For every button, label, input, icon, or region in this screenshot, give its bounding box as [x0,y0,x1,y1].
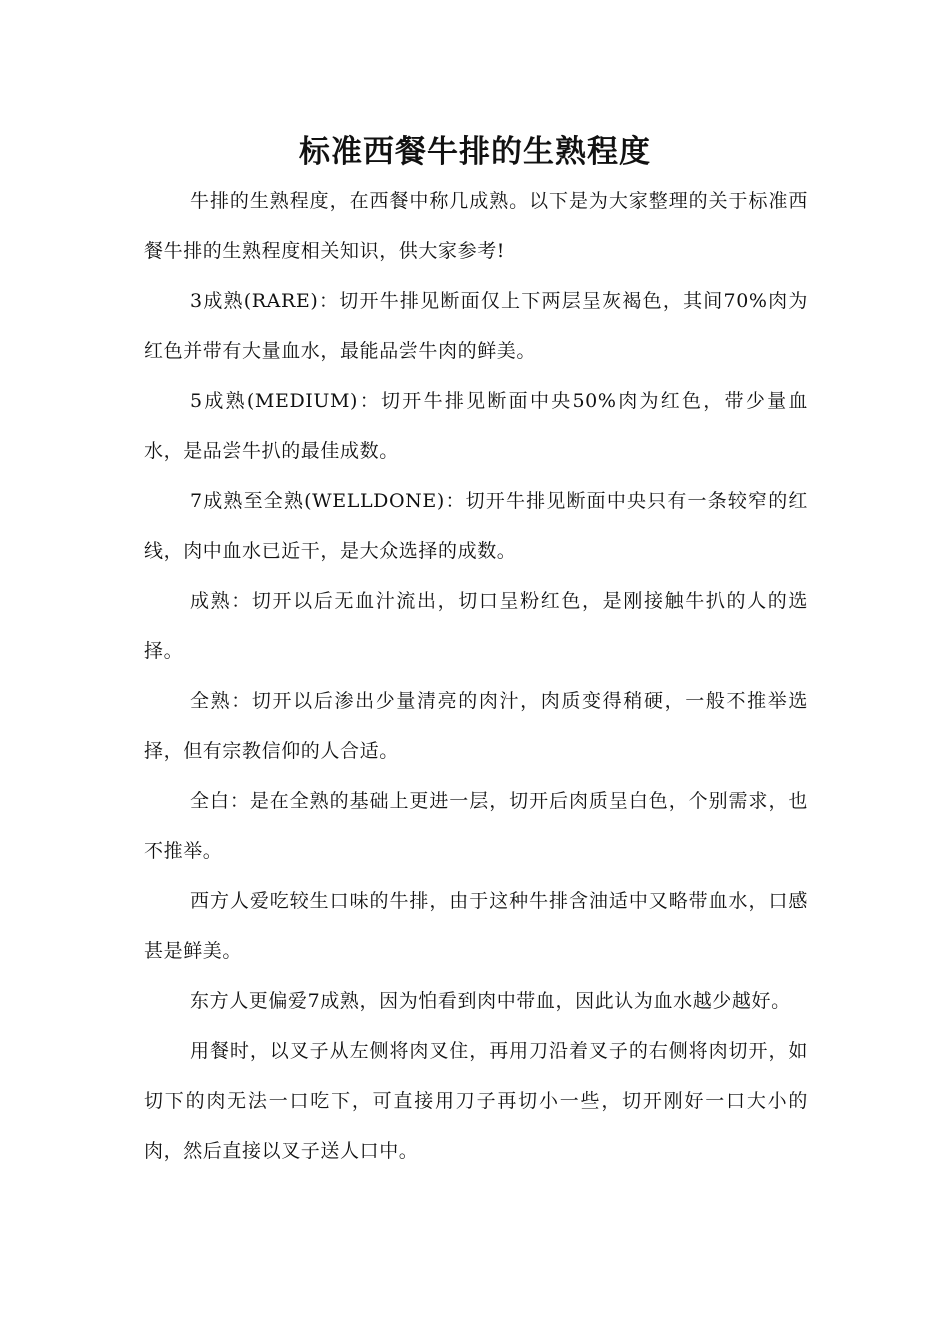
paragraph-done: 成熟：切开以后无血汁流出，切口呈粉红色，是刚接触牛扒的人的选择。 [144,590,808,662]
paragraph-western: 西方人爱吃较生口味的牛排，由于这种牛排含油适中又略带血水，口感甚是鲜美。 [144,890,808,962]
paragraph-fully-done: 全熟：切开以后渗出少量清亮的肉汁，肉质变得稍硬，一般不推举选择，但有宗教信仰的人合适。 [144,690,808,762]
paragraph-dining: 用餐时，以叉子从左侧将肉叉住，再用刀沿着叉子的右侧将肉切开，如切下的肉无法一口吃下，可直接用刀子再切小一些，切开刚好一口大小的肉，然后直接以叉子送人口中。 [144,1040,808,1162]
paragraph-all-white: 全白：是在全熟的基础上更进一层，切开后肉质呈白色，个别需求，也不推举。 [144,790,808,862]
document-body [144,176,808,1176]
paragraph-rare: 3成熟(RARE)：切开牛排见断面仅上下两层呈灰褐色，其间70%肉为红色并带有大量血水，最能品尝牛肉的鲜美。 [144,290,808,362]
paragraph-intro: 牛排的生熟程度，在西餐中称几成熟。以下是为大家整理的关于标准西餐牛排的生熟程度相关知识，供大家参考! [144,190,808,262]
page-title: 标准西餐牛排的生熟程度 [299,134,651,170]
paragraph-welldone: 7成熟至全熟(WELLDONE)：切开牛排见断面中央只有一条较窄的红线，肉中血水已近干，是大众选择的成数。 [144,490,808,562]
paragraph-eastern: 东方人更偏爱7成熟，因为怕看到肉中带血，因此认为血水越少越好。 [190,990,791,1012]
paragraph-medium: 5成熟(MEDIUM)：切开牛排见断面中央50%肉为红色，带少量血水，是品尝牛扒的最佳成数。 [144,390,808,462]
